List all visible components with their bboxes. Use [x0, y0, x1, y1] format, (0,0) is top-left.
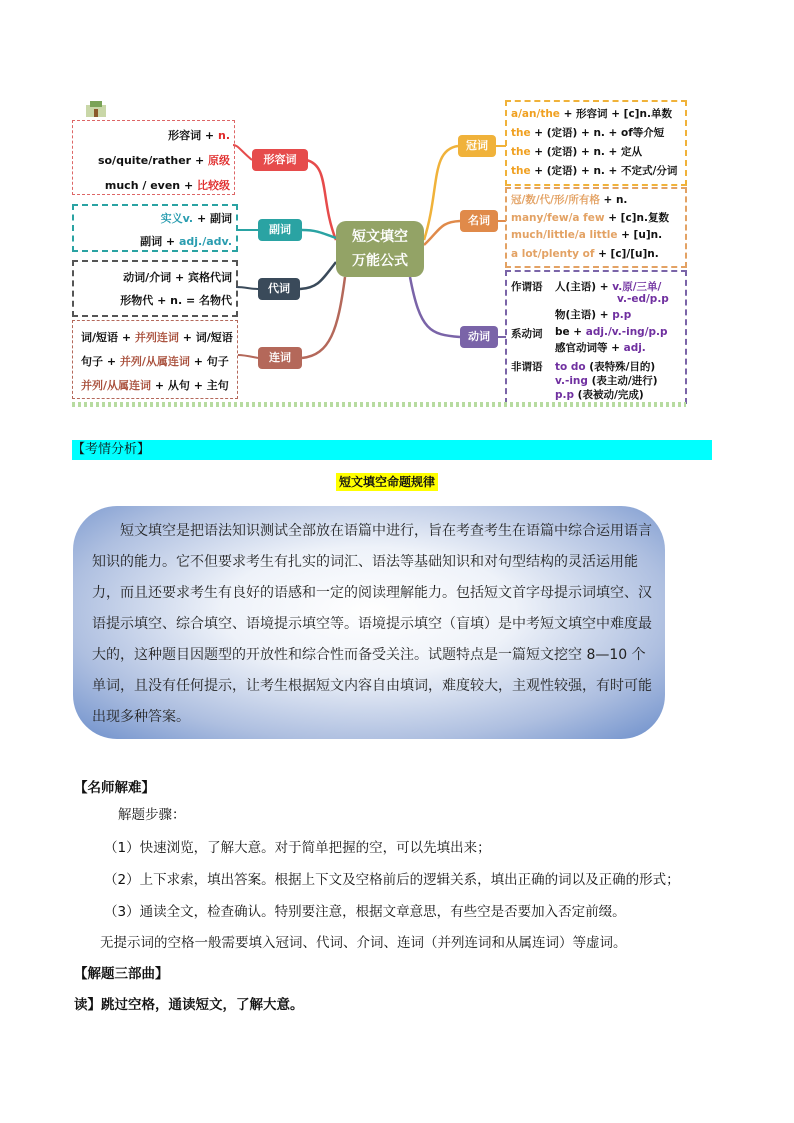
verb-link-label: 系动词: [511, 328, 543, 340]
read-step: 读】跳过空格，通读短文，了解大意。: [74, 997, 304, 1013]
verb-pred-label: 作谓语: [511, 281, 543, 293]
conj-line2: 句子 + 并列/从属连词 + 句子: [81, 355, 229, 368]
adjective-box: [72, 120, 235, 195]
step-2: （2）上下求索，填出答案。根据上下文及空格前后的逻辑关系，填出正确的词以及正确的形式；: [104, 872, 680, 888]
node-noun: 名词: [460, 210, 498, 232]
verb-np-line3: p.p (表被动/完成): [555, 389, 644, 401]
node-pronoun: 代词: [258, 278, 300, 300]
verb-np-line2: v.-ing (表主动/进行): [555, 375, 658, 387]
node-adjective: 形容词: [252, 149, 308, 171]
noun-line3: much/little/a little + [u]n.: [511, 229, 663, 241]
steps-label: 解题步骤：: [118, 807, 186, 823]
teacher-title: 【名师解难】: [74, 780, 155, 796]
art-line3: the + (定语) + n. + 定从: [511, 146, 643, 158]
verb-pred-line3: 物(主语) + p.p: [555, 309, 632, 321]
noun-box: [505, 187, 687, 268]
adverb-box: [72, 204, 238, 252]
tree-logo-icon: [84, 99, 108, 117]
adj-line2: so/quite/rather + 原级: [97, 154, 230, 167]
step-3: （3）通读全文，检查确认。特别要注意，根据文章意思，有些空是否要加入否定前缀。: [104, 904, 626, 920]
highlight-title: 短文填空命题规律: [336, 473, 438, 491]
note-text: 无提示词的空格一般需要填入冠词、代词、介词、连词（并列连词和从属连词）等虚词。: [100, 935, 627, 951]
center-line2: 万能公式: [352, 253, 408, 269]
node-conjunction: 连词: [258, 347, 302, 369]
article-box: [505, 100, 687, 186]
node-verb: 动词: [460, 326, 498, 348]
summary-text: 短文填空是把语法知识测试全部放在语篇中进行，旨在考查考生在语篇中综合运用语言知识的能力。它不但要求考生有扎实的词汇、语法等基础知识和对句型结构的灵活运用能力，而且还要求考生有良好的语感和一定的阅读理解能力。包括短文首字母提示词填空、汉语提示填空、综合填空、语境提示填空等。语境提示填空（盲填）是中考短文填空中难度最大的，这种题目因题型的开放性和综合性而备受关注。试题特点是一篇短文挖空 8—10 个单词，且没有任何提示，让考生根据短文内容自由填词，难度较大，主观性较强，有时可能出现多种答案。: [92, 523, 652, 725]
adj-line3: much / even + 比较级: [104, 179, 230, 192]
adj-line1: 形容词 + n.: [168, 129, 230, 142]
section-heading-bar: [72, 440, 712, 460]
verb-pred-line1: 人(主语) + v.原/三单/: [555, 281, 662, 293]
verb-box: [505, 270, 687, 404]
conjunction-box: [72, 320, 238, 399]
pron-line2: 形物代 + n. = 名物代: [120, 294, 232, 307]
mindmap-bottom-border: [72, 402, 686, 407]
verb-np-line1: to do (表特殊/目的): [555, 361, 656, 373]
pron-line1: 动词/介词 + 宾格代词: [123, 271, 232, 284]
mindmap-center-node: [336, 221, 424, 277]
verb-pred-line2: v.-ed/p.p: [617, 293, 669, 305]
step-1: （1）快速浏览，了解大意。对于简单把握的空，可以先填出来；: [104, 840, 491, 856]
adv-line2: 副词 + adj./adv.: [140, 235, 232, 248]
noun-line4: a lot/plenty of + [c]/[u]n.: [511, 248, 659, 260]
conj-line1: 词/短语 + 并列连词 + 词/短语: [81, 331, 233, 344]
adv-line1: 实义v. + 副词: [160, 212, 232, 225]
verb-link-line1: be + adj./v.-ing/p.p: [555, 326, 668, 338]
node-adverb: 副词: [258, 219, 302, 241]
noun-line2: many/few/a few + [c]n.复数: [511, 212, 669, 224]
art-line4: the + (定语) + n. + 不定式/分词: [511, 165, 678, 177]
center-line1: 短文填空: [352, 229, 408, 245]
pronoun-box: [72, 260, 238, 317]
conj-line3: 并列/从属连词 + 从句 + 主句: [81, 379, 229, 392]
verb-nonpred-label: 非谓语: [511, 361, 543, 373]
verb-link-line2: 感官动词等 + adj.: [555, 342, 646, 354]
art-line2: the + (定语) + n. + of等介短: [511, 127, 665, 139]
art-line1: a/an/the + 形容词 + [c]n.单数: [511, 108, 672, 120]
node-article: 冠词: [458, 135, 496, 157]
three-steps-title: 【解题三部曲】: [74, 966, 169, 982]
section-title: 【考情分析】: [72, 442, 151, 457]
noun-line1: 冠/数/代/形/所有格 + n.: [511, 194, 628, 206]
